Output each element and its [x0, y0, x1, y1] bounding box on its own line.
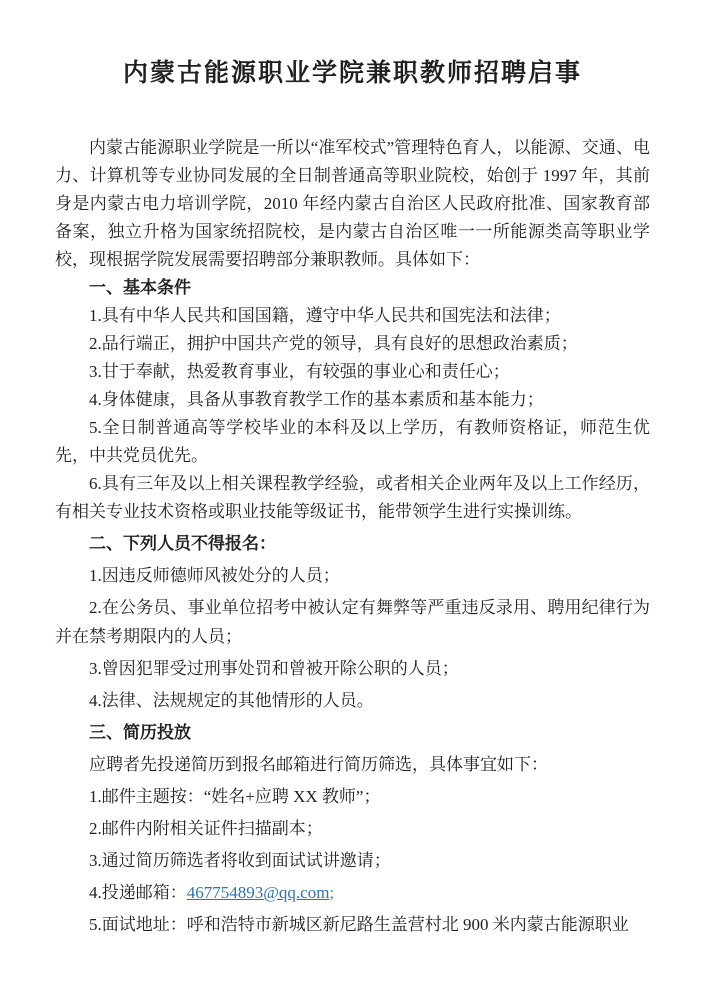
- resume-step-1: 1.邮件主题按：“姓名+应聘 XX 教师”；: [89, 787, 381, 806]
- restriction-item-2: 2.在公务员、事业单位招考中被认定有舞弊等严重违反录用、聘用纪律行为并在禁考期限内的人员；: [55, 598, 650, 646]
- resume-intro: 应聘者先投递简历到报名邮箱进行简历筛选，具体事宜如下：: [89, 755, 548, 774]
- intro-paragraph: 内蒙古能源职业学院是一所以“准军校式”管理特色育人，以能源、交通、电力、计算机等专业协同发展的全日制普通高等职业院校，始创于 1997 年，其前身是内蒙古电力培训学院，2010 年经内蒙古自治区人民政府批准、国家教育部备案，独立升格为国家统招院校，是内蒙古自治区唯一一所能源类高等职业学校，现根据学院发展需要招聘部分兼职教师。具体如下：: [55, 138, 650, 269]
- resume-step-5-address-line: 5.面试地址：呼和浩特市新城区新尼路生盖营村北 900 米内蒙古能源职业: [89, 915, 629, 934]
- condition-item-4: 4.身体健康，具备从事教育教学工作的基本素质和基本能力；: [89, 390, 544, 409]
- resume-step-4-email-line: [55, 878, 650, 907]
- section-heading-not-eligible: 二、下列人员不得报名：: [89, 534, 276, 553]
- restriction-item-1: 1.因违反师德师风被处分的人员；: [89, 566, 340, 585]
- section-heading-resume-submission: 三、简历投放: [89, 723, 191, 742]
- email-line-suffix: ;: [329, 883, 335, 902]
- condition-item-5: 5.全日制普通高等学校毕业的本科及以上学历，有教师资格证，师范生优先，中共党员优先。: [55, 418, 650, 465]
- resume-step-2: 2.邮件内附相关证件扫描副本；: [89, 819, 323, 838]
- resume-step-3: 3.通过简历筛选者将收到面试试讲邀请；: [89, 851, 391, 870]
- email-line-prefix: 4.投递邮箱：: [89, 883, 187, 902]
- restriction-item-4: 4.法律、法规规定的其他情形的人员。: [89, 691, 374, 710]
- restriction-item-3: 3.曾因犯罪受过刑事处罚和曾被开除公职的人员；: [89, 659, 459, 678]
- page-title: 内蒙古能源职业学院兼职教师招聘启事: [122, 60, 582, 87]
- condition-item-6: 6.具有三年及以上相关课程教学经验，或者相关企业两年及以上工作经历，有相关专业技术资格或职业技能等级证书，能带领学生进行实操训练。: [55, 474, 650, 521]
- section-heading-basic-conditions: 一、基本条件: [89, 278, 191, 297]
- email-link[interactable]: 467754893@qq.com: [186, 883, 330, 902]
- condition-item-2: 2.品行端正，拥护中国共产党的领导，具有良好的思想政治素质；: [89, 334, 578, 353]
- condition-item-1: 1.具有中华人民共和国国籍，遵守中华人民共和国宪法和法律；: [89, 306, 561, 325]
- condition-item-3: 3.甘于奉献，热爱教育事业，有较强的事业心和责任心；: [89, 362, 510, 381]
